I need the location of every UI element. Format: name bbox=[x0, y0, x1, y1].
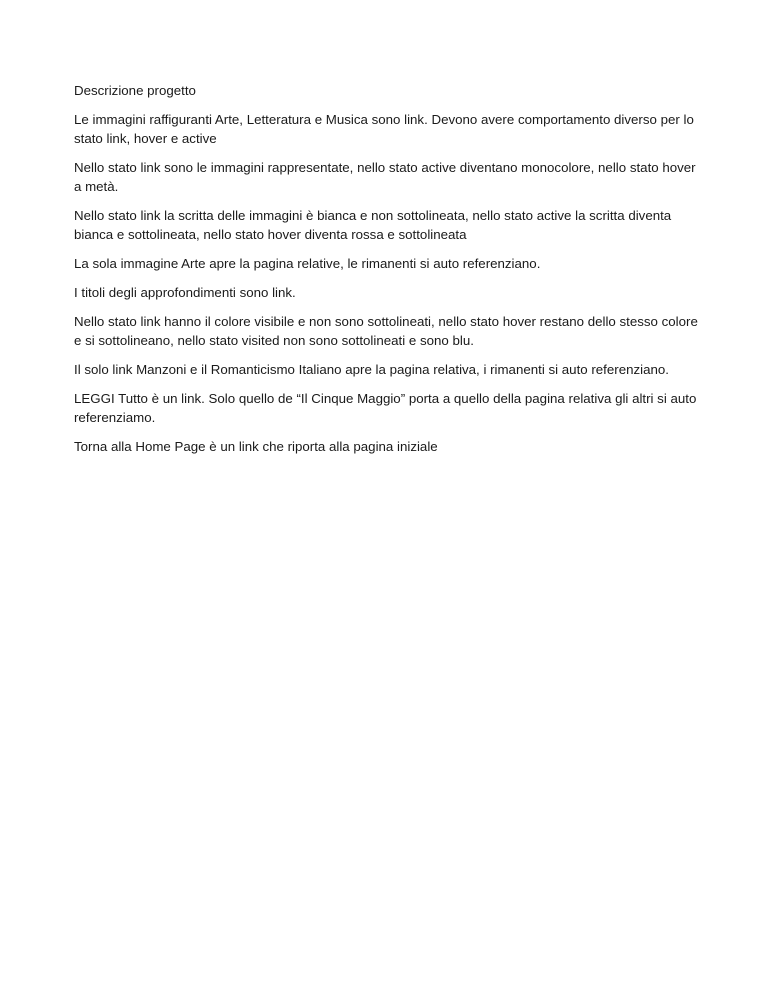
paragraph-arte-link: La sola immagine Arte apre la pagina relative, le rimanenti si auto referenziano. bbox=[74, 256, 541, 271]
paragraph-image-states: Nello stato link sono le immagini rappresentate, nello stato active diventano monocolore, nello stato hover a metà. bbox=[74, 160, 696, 194]
paragraph-image-links: Le immagini raffiguranti Arte, Letteratura e Musica sono link. Devono avere comportamento diverso per lo stato link, hover e active bbox=[74, 112, 694, 146]
paragraph-title-link-states: Nello stato link hanno il colore visibile e non sono sottolineati, nello stato hover restano dello stesso colore e si sottolineano, nello stato visited non sono sottolineati e sono blu. bbox=[74, 314, 698, 348]
document-body bbox=[74, 81, 704, 466]
paragraph-titles-links: I titoli degli approfondimenti sono link. bbox=[74, 285, 296, 300]
paragraph-image-caption-states: Nello stato link la scritta delle immagini è bianca e non sottolineata, nello stato active la scritta diventa bianca e sottolineata, nello stato hover diventa rossa e sottolineata bbox=[74, 208, 672, 242]
paragraph-manzoni-link: Il solo link Manzoni e il Romanticismo Italiano apre la pagina relativa, i rimanenti si auto referenziano. bbox=[74, 362, 669, 377]
paragraph-home-link: Torna alla Home Page è un link che riporta alla pagina iniziale bbox=[74, 439, 438, 454]
document-heading: Descrizione progetto bbox=[74, 83, 196, 98]
paragraph-leggi-tutto: LEGGI Tutto è un link. Solo quello de “Il Cinque Maggio” porta a quello della pagina relativa gli altri si auto referenziamo. bbox=[74, 391, 697, 425]
